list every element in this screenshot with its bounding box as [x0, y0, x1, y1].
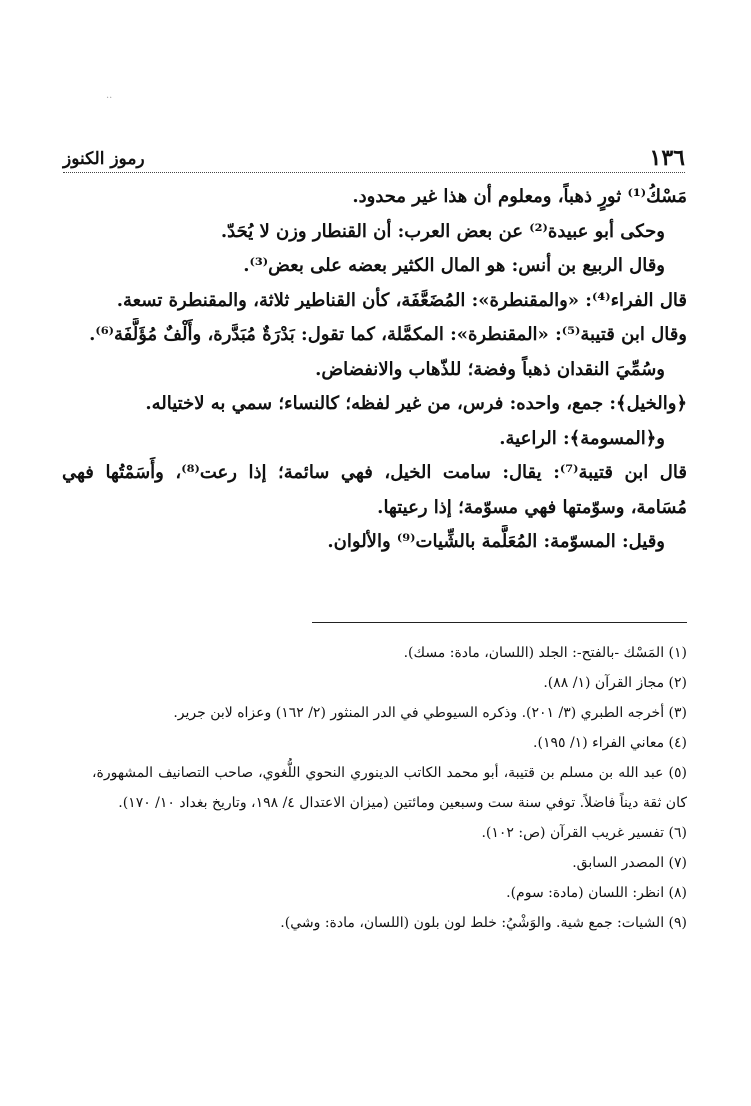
text-line: وقال الربيع بن أنس: هو المال الكثير بعضه على بعض⁽³⁾.	[243, 255, 665, 276]
text-line: وحكى أبو عبيدة⁽²⁾ عن بعض العرب: أن القنطار وزن لا يُحَدّ.	[220, 220, 665, 242]
text-line: وقيل: المسوّمة: المُعَلَّمة بالشِّيات⁽⁹⁾ والألوان.	[327, 531, 665, 552]
page-number: ١٣٦	[649, 145, 685, 171]
text-paragraph: قال ابن قتيبة⁽⁷⁾: يقال: سامت الخيل، فهي سائمة؛ إذا رعت⁽⁸⁾، وأَسَمْتُها فهي مُسَامة، وسوّمتها فهي مسوّمة؛ إذا رعيتها.	[62, 462, 687, 518]
footnote: (٤) معاني الفراء (١/ ١٩٥).	[533, 735, 687, 751]
page-header	[63, 146, 685, 173]
main-text	[62, 180, 687, 560]
running-title: رموز الكنوز	[63, 149, 145, 169]
footnote: (٢) مجاز القرآن (١/ ٨٨).	[543, 675, 687, 691]
footnote: (٦) تفسير غريب القرآن (ص: ١٠٢).	[481, 825, 687, 841]
text-line: ﴿والخيل﴾: جمع، واحده: فرس، من غير لفظه؛ كالنساء؛ سمي به لاختياله.	[145, 393, 687, 414]
text-line: و﴿المسومة﴾: الراعية.	[499, 427, 665, 449]
text-line: وسُمِّيَ النقدان ذهباً وفضة؛ للذّهاب والانفضاض.	[315, 358, 665, 380]
footnote: (٣) أخرجه الطبري (٣/ ٢٠١). وذكره السيوطي في الدر المنثور (٢/ ١٦٢) وعزاه لابن جرير.	[173, 705, 687, 721]
footnote: (٥) عبد الله بن مسلم بن قتيبة، أبو محمد الكاتب الدينوري النحوي اللُّغوي، صاحب التصانيف المشهورة، كان ثقة ديناً فاضلاً. توفي سنة ست وسبعين ومائتين (ميزان الاعتدال ٤/ ١٩٨، وتاريخ بغداد ١٠/ ١٧٠).	[92, 765, 687, 811]
text-line: مَسْكُ⁽¹⁾ ثورٍ ذهباً، ومعلوم أن هذا غير محدود.	[352, 186, 687, 207]
footnotes	[92, 638, 687, 938]
footnote: (٧) المصدر السابق.	[572, 855, 687, 871]
footnote: (١) المَسْك -بالفتح-: الجلد (اللسان، مادة: مسك).	[403, 645, 687, 661]
page-speck: ··	[106, 93, 113, 104]
text-line: وقال ابن قتيبة⁽⁵⁾: «المقنطرة»: المكمَّلة، كما تقول: بَدْرَةٌ مُبَدَّرة، وأَلْفٌ مُؤَلَّفَة⁽⁶⁾.	[89, 324, 687, 345]
footnote-separator	[312, 622, 687, 623]
footnote: (٩) الشيات: جمع شية. والوَشْيُ: خلط لون بلون (اللسان، مادة: وشي).	[280, 915, 687, 931]
text-line: قال الفراء⁽⁴⁾: «والمقنطرة»: المُضَعَّفَة، كأن القناطير ثلاثة، والمقنطرة تسعة.	[116, 289, 687, 311]
footnote: (٨) انظر: اللسان (مادة: سوم).	[506, 885, 687, 901]
